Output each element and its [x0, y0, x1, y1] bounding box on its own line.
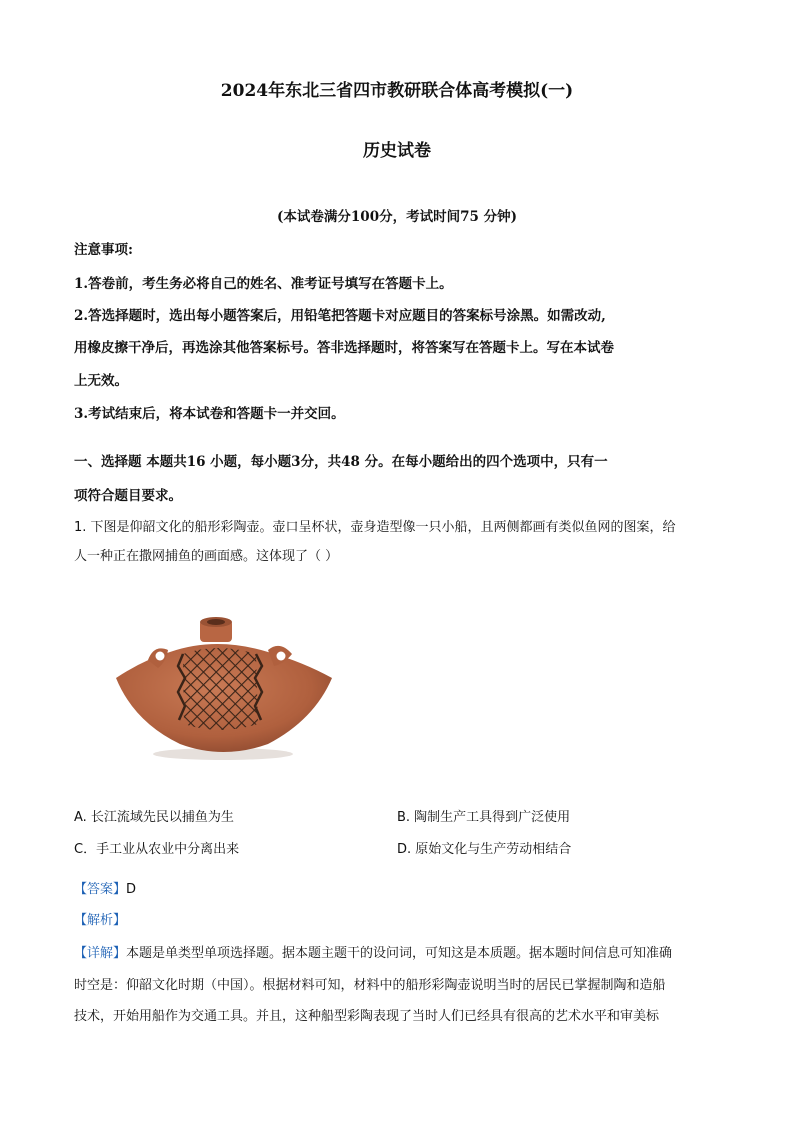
analysis-line	[74, 909, 126, 928]
notice-item-2: 2.答选择题时，选出每小题答案后，用铅笔把答题卡对应题目的答案标号涂黑。如需改动,	[74, 308, 606, 324]
question-1-stem: 1. 下图是仰韶文化的船形彩陶壶。壶口呈杯状，壶身造型像一只小船，且两侧都画有类似鱼网的图案，给	[74, 520, 676, 535]
detail-text-1: 本题是单类型单项选择题。据本题主题干的设问词，可知这是本质题。据本题时间信息可知准确	[126, 946, 673, 961]
option-b: B. 陶制生产工具得到广泛使用	[397, 810, 571, 825]
detail-line-2: 时空是：仰韶文化时期（中国）。根据材料可知，材料中的船形彩陶壶说明当时的居民已掌握制陶和造船	[74, 978, 666, 993]
section-heading-cont: 项符合题目要求。	[74, 488, 182, 504]
option-a: A. 长江流域先民以捕鱼为生	[74, 810, 234, 825]
analysis-tag: 【解析】	[74, 913, 127, 928]
answer-value: D	[126, 882, 137, 897]
option-c: C．手工业从农业中分离出来	[74, 842, 240, 857]
subject-title: 历史试卷	[363, 141, 431, 161]
answer-tag: 【答案】	[74, 882, 127, 897]
notice-item-3: 3.考试结束后，将本试卷和答题卡一并交回。	[74, 406, 345, 422]
option-d: D. 原始文化与生产劳动相结合	[397, 842, 572, 857]
notice-item-1: 1.答卷前，考生务必将自己的姓名、准考证号填写在答题卡上。	[74, 276, 453, 292]
notice-item-2-cont: 用橡皮擦干净后，再选涂其他答案标号。答非选择题时，将答案写在答题卡上。写在本试卷	[74, 340, 614, 356]
notice-heading: 注意事项:	[74, 242, 133, 258]
question-1-stem-cont: 人一种正在撒网捕鱼的画面感。这体现了（ ）	[74, 549, 339, 564]
detail-line-1	[74, 942, 672, 961]
detail-tag: 【详解】	[74, 946, 127, 961]
painted-pottery-pot-image	[108, 614, 338, 764]
notice-item-2-end: 上无效。	[74, 373, 128, 389]
exam-title: 2024年东北三省四市教研联合体高考模拟(一)	[220, 81, 574, 101]
exam-subtitle: (本试卷满分100分，考试时间75 分钟)	[277, 209, 517, 225]
section-heading: 一、选择题 本题共16 小题，每小题3分，共48 分。在每小题给出的四个选项中，只有一	[74, 454, 608, 470]
answer-line	[74, 878, 136, 897]
detail-line-3: 技术，开始用船作为交通工具。并且，这种船型彩陶表现了当时人们已经具有很高的艺术水平和审美标	[74, 1009, 660, 1024]
